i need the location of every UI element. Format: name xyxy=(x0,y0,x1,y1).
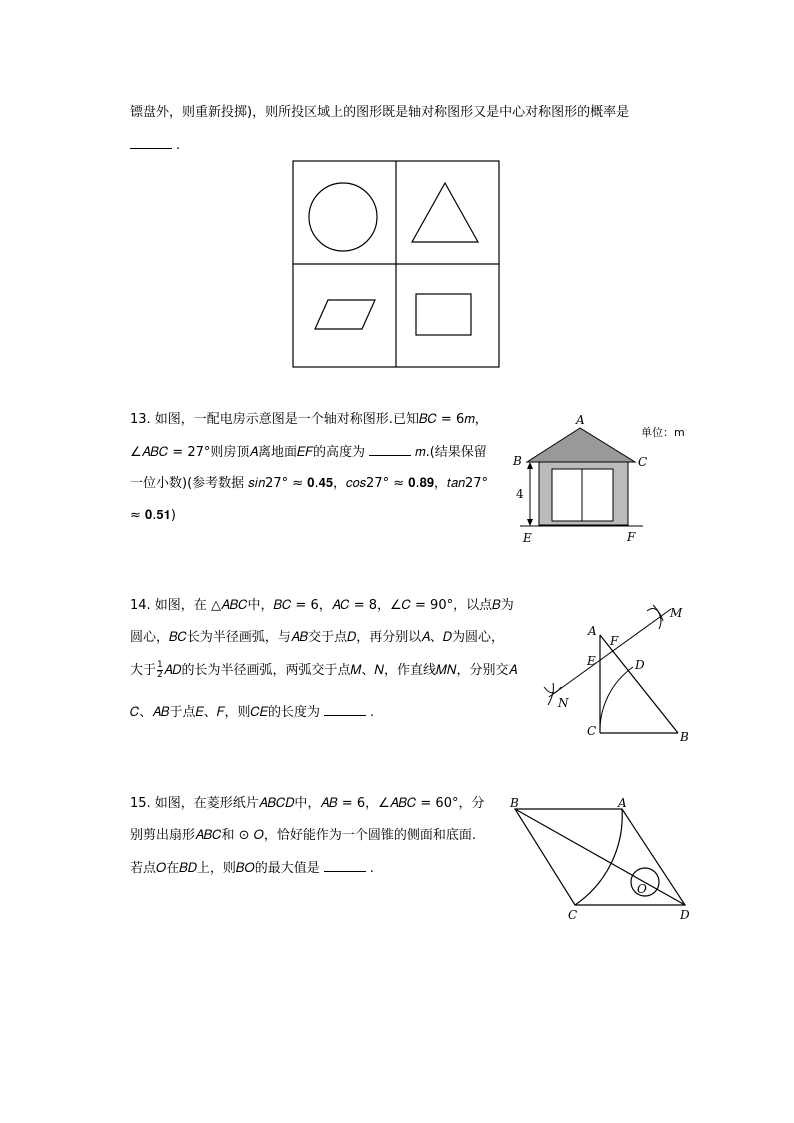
roof xyxy=(527,428,635,462)
q15-rhombus-figure xyxy=(500,795,700,925)
answer-blank-q13[interactable] xyxy=(369,443,411,456)
arc-near-N xyxy=(544,687,561,693)
q15-line2: 别剪出扇形𝐴𝐵𝐶和 ⊙ 𝑂，恰好能作为一个圆锥的侧面和底面. xyxy=(130,828,476,843)
side-AB xyxy=(600,635,678,733)
triangle-shape xyxy=(412,183,478,242)
q14-line4 xyxy=(130,703,374,722)
answer-blank-q12[interactable] xyxy=(130,136,172,149)
arrow-head-top xyxy=(527,462,533,469)
point-label-A: A xyxy=(618,796,627,810)
q14-line2: 圆心，𝐵𝐶长为半径画弧，与𝐴𝐵交于点𝐷，再分别以𝐴、𝐷为圆心， xyxy=(130,630,504,645)
point-label-C: C xyxy=(638,455,648,469)
point-label-B: B xyxy=(513,454,522,468)
point-label-F: F xyxy=(610,634,619,648)
point-label-F: F xyxy=(627,530,636,544)
line-MN xyxy=(549,609,671,697)
height-label: 4 xyxy=(516,487,524,501)
point-label-M: M xyxy=(670,606,683,620)
point-label-E: E xyxy=(523,531,532,545)
arrow-head-bottom xyxy=(527,519,533,526)
point-label-O: O xyxy=(637,882,647,896)
q12-line1: 镖盘外，则重新投掷)，则所投区域上的图形既是轴对称图形又是中心对称图形的概率是 xyxy=(130,105,630,120)
rectangle-shape xyxy=(416,294,471,335)
point-label-C: C xyxy=(568,908,578,922)
q12-period: . xyxy=(176,138,181,153)
diagonal-BD xyxy=(515,809,685,905)
answer-blank-q14[interactable] xyxy=(324,703,366,716)
q15-line3 xyxy=(130,859,374,878)
q13-line3: 一位小数)(参考数据 𝑠𝑖𝑛27° ≈ 𝟎.𝟒𝟓，𝑐𝑜𝑠27° ≈ 𝟎.𝟖𝟗，𝑡𝑎𝑛27° xyxy=(130,476,489,491)
circle-shape xyxy=(309,183,377,251)
q14-line1: 14. 如图，在 △𝐴𝐵𝐶中，𝐵𝐶 = 6，𝐴𝐶 = 8，∠𝐶 = 90°，以点𝐵为 xyxy=(130,598,514,613)
point-label-B: B xyxy=(510,796,519,810)
point-label-B: B xyxy=(680,730,689,744)
q13-power-room-figure xyxy=(505,410,695,550)
q13-line4: ≈ 𝟎.𝟓𝟏) xyxy=(130,508,176,523)
q13-line2 xyxy=(130,443,487,462)
point-label-D: D xyxy=(680,908,690,922)
q14-triangle-construction-figure xyxy=(535,595,695,745)
point-label-A: A xyxy=(576,413,585,427)
sector-arc-AC xyxy=(575,809,622,905)
q14-period: . xyxy=(369,705,375,720)
q12-dartboard-figure xyxy=(292,160,500,368)
q15-period: . xyxy=(369,861,374,876)
q13-line2-text: ∠𝐴𝐵𝐶 = 27°则房顶𝐴离地面𝐸𝐹的高度为 xyxy=(130,445,366,460)
point-label-E: E xyxy=(587,654,596,668)
q14-line3-text: 大于 xyxy=(130,663,157,678)
q13-line2-tail: 𝑚.(结果保留 xyxy=(415,445,487,460)
q14-line4-text: 𝐶、𝐴𝐵于点𝐸、𝐹，则𝐶𝐸的长度为 xyxy=(130,705,320,720)
point-label-C: C xyxy=(587,724,597,738)
point-label-A: A xyxy=(588,624,597,638)
arc-near-N-2 xyxy=(548,683,553,705)
q14-line3-tail: 𝐴𝐷的长为半径画弧，两弧交于点𝑀、𝑁，作直线𝑀𝑁，分别交𝐴 xyxy=(163,663,518,678)
q13-line1: 13. 如图，一配电房示意图是一个轴对称图形.已知𝐵𝐶 = 6𝑚， xyxy=(130,412,488,427)
unit-label: 单位：m xyxy=(641,426,685,439)
point-label-N: N xyxy=(558,696,569,710)
fraction-one-half: $\frac{1}{2}$ xyxy=(157,660,163,680)
q15-line3-text: 若点𝑂在𝐵𝐷上，则𝐵𝑂的最大值是 xyxy=(130,861,320,876)
answer-blank-q15[interactable] xyxy=(324,859,366,872)
point-label-D: D xyxy=(635,658,645,672)
q12-line2 xyxy=(130,136,180,155)
q15-line1: 15. 如图，在菱形纸片𝐴𝐵𝐶𝐷中，𝐴𝐵 = 6，∠𝐴𝐵𝐶 = 60°，分 xyxy=(130,796,485,811)
q14-line3 xyxy=(130,661,517,680)
arc-center-B xyxy=(600,667,633,733)
parallelogram-shape xyxy=(315,300,375,329)
